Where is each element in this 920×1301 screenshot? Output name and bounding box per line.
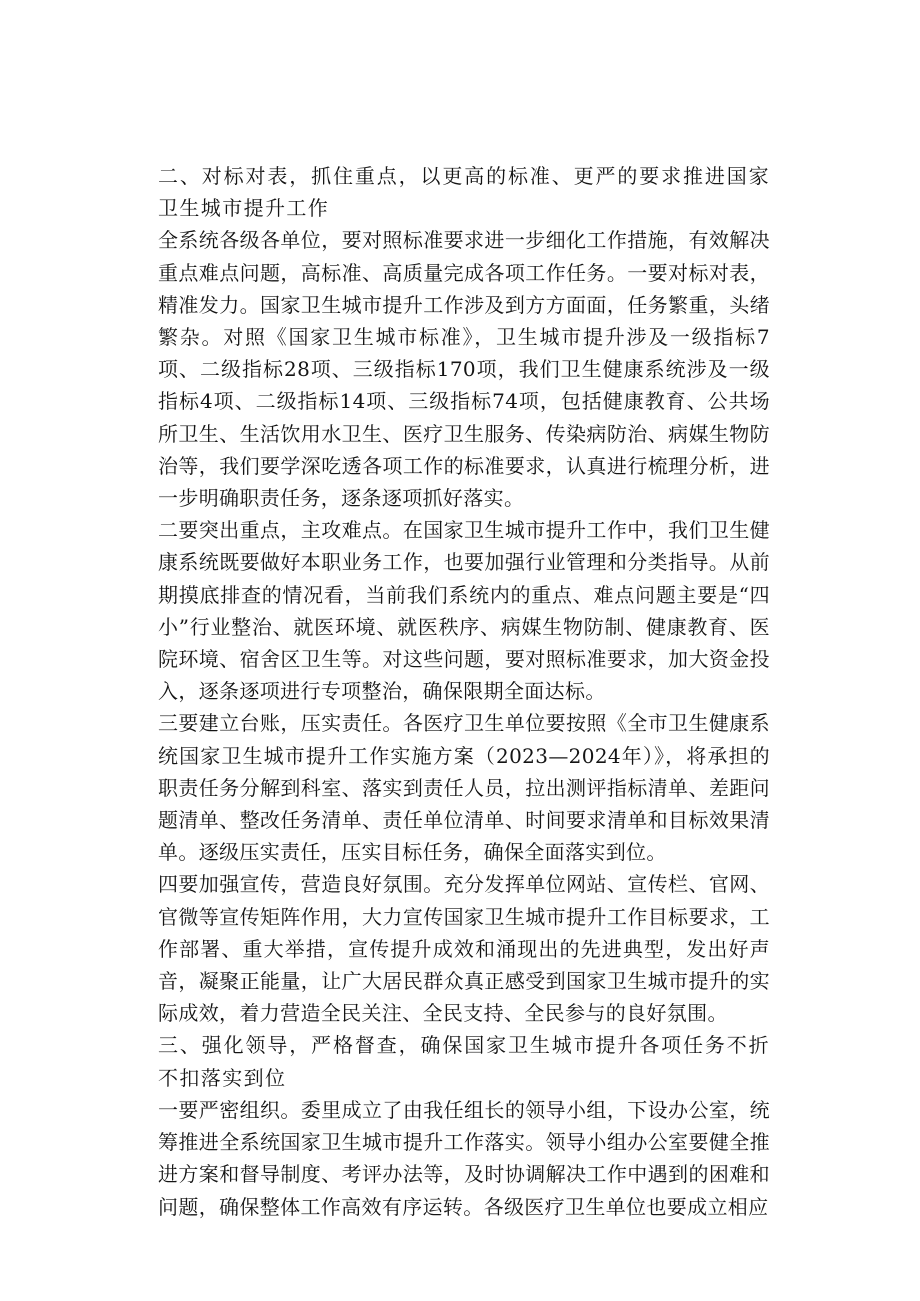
paragraph-standards: 全系统各级各单位，要对照标准要求进一步细化工作措施，有效解决重点难点问题，高标准、高质量完成各项工作任务。一要对标对表，精准发力。国家卫生城市提升工作涉及到方方面面，任务繁重，头绪繁杂。对照《国家卫生城市标准》，卫生城市提升涉及一级指标7项、二级指标28项、三级指标170项，我们卫生健康系统涉及一级指标4项、二级指标14项、三级指标74项，包括健康教育、公共场所卫生、生活饮用水卫生、医疗卫生服务、传染病防治、病媒生物防治等，我们要学深吃透各项工作的标准要求，认真进行梳理分析，进一步明确职责任务，逐条逐项抓好落实。 <box>158 228 770 511</box>
paragraph-key-points: 二要突出重点，主攻难点。在国家卫生城市提升工作中，我们卫生健康系统既要做好本职业务工作，也要加强行业管理和分类指导。从前期摸底排查的情况看，当前我们系统内的重点、难点问题主要是“四小”行业整治、就医环境、就医秩序、病媒生物防制、健康教育、医院环境、宿舍区卫生等。对这些问题，要对照标准要求，加大资金投入，逐条逐项进行专项整治，确保限期全面达标。 <box>158 518 770 704</box>
paragraph-organization: 一要严密组织。委里成立了由我任组长的领导小组，下设办公室，统筹推进全系统国家卫生城市提升工作落实。领导小组办公室要健全推进方案和督导制度、考评办法等，及时协调解决工作中遇到的困难和问题，确保整体工作高效有序运转。各级医疗卫生单位也要成立相应 <box>158 1097 770 1219</box>
paragraph-ledger: 三要建立台账，压实责任。各医疗卫生单位要按照《全市卫生健康系统国家卫生城市提升工作实施方案（2023—2024年）》，将承担的职责任务分解到科室、落实到责任人员，拉出测评指标清单、差距问题清单、整改任务清单、责任单位清单、时间要求清单和目标效果清单。逐级压实责任，压实目标任务，确保全面落实到位。 <box>158 711 770 865</box>
paragraph-publicity: 四要加强宣传，营造良好氛围。充分发挥单位网站、宣传栏、官网、官微等宣传矩阵作用，大力宣传国家卫生城市提升工作目标要求，工作部署、重大举措，宣传提升成效和涌现出的先进典型，发出好声音，凝聚正能量，让广大居民群众真正感受到国家卫生城市提升的实际成效，着力营造全民关注、全民支持、全民参与的良好氛围。 <box>158 872 770 1026</box>
section-heading-3: 三、强化领导，严格督查，确保国家卫生城市提升各项任务不折不扣落实到位 <box>158 1033 770 1090</box>
document-page <box>158 160 770 1223</box>
section-heading-2: 二、对标对表，抓住重点，以更高的标准、更严的要求推进国家卫生城市提升工作 <box>158 164 770 221</box>
